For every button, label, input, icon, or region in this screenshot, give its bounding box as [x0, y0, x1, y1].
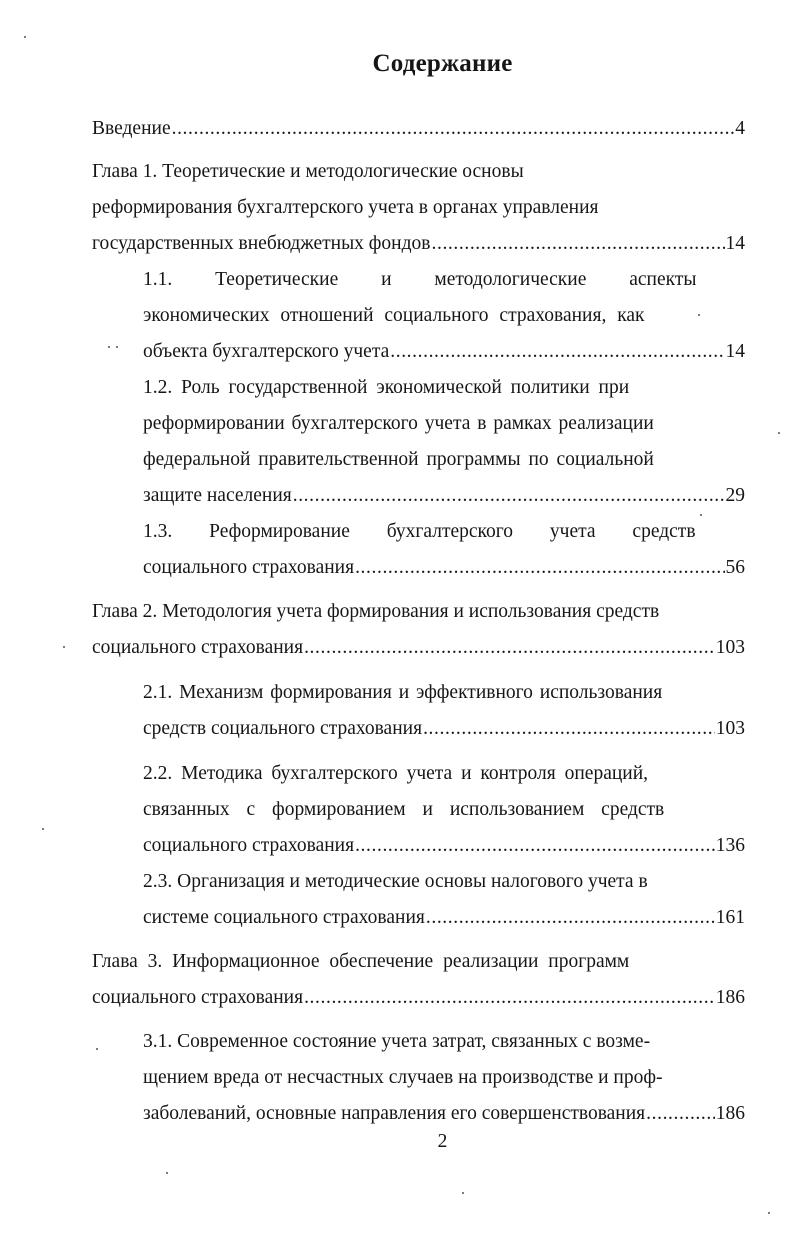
dot-leader — [293, 484, 725, 508]
toc-line — [143, 681, 670, 705]
toc-line-text: щением вреда от несчастных случаев на производстве и проф- — [143, 1067, 663, 1088]
scan-speck — [166, 1172, 168, 1174]
toc-entry-chapter-2 — [92, 636, 745, 660]
toc-line — [92, 160, 670, 184]
dot-leader — [390, 340, 724, 364]
toc-line-text: федеральной правительственной программы по социальной — [143, 449, 654, 470]
scan-speck — [96, 1048, 98, 1050]
dot-leader — [304, 636, 715, 660]
toc-line: заболеваний, основные направления его совершенствования — [143, 1103, 646, 1124]
scan-speck — [42, 828, 44, 830]
toc-line-text: связанных с формированием и использованием средств — [143, 799, 665, 820]
toc-line — [143, 1030, 670, 1054]
toc-page-number: 4 — [735, 118, 745, 139]
toc-line — [143, 870, 670, 894]
toc-line-text: реформировании бухгалтерского учета в рамках реализации — [143, 413, 654, 434]
toc-entry-chapter-3 — [92, 986, 745, 1010]
scan-speck — [778, 432, 780, 434]
dot-leader — [304, 986, 715, 1010]
toc-line: Введение — [92, 118, 171, 139]
toc-line — [143, 762, 670, 786]
toc-line: объекта бухгалтерского учета — [143, 341, 390, 362]
toc-line: социального страхования — [92, 987, 304, 1008]
toc-line-text: экономических отношений социального страхования, как — [143, 305, 645, 326]
toc-entry-1-2 — [143, 484, 745, 508]
toc-line: социального страхования — [143, 835, 355, 856]
scan-speck — [63, 646, 65, 648]
dot-leader — [426, 906, 715, 930]
toc-line: защите населения — [143, 485, 292, 506]
toc-entry-2-1 — [143, 717, 745, 741]
scan-speck — [116, 346, 118, 348]
dot-leader — [423, 717, 715, 741]
toc-line — [143, 268, 697, 292]
toc-line-text: реформирования бухгалтерского учета в органах управления — [92, 197, 599, 218]
toc-line: государственных внебюджетных фондов — [92, 233, 431, 254]
scan-speck — [768, 1212, 770, 1214]
toc-page-number: 14 — [725, 341, 745, 362]
toc-line — [143, 448, 670, 472]
toc-page-number: 56 — [725, 557, 745, 578]
toc-line — [143, 376, 670, 400]
toc-page-number: 103 — [715, 718, 745, 739]
toc-entry-3-1 — [143, 1102, 745, 1126]
toc-line — [92, 196, 670, 220]
toc-page-number: 186 — [715, 1103, 745, 1124]
toc-line: системе социального страхования — [143, 907, 425, 928]
toc-entry-chapter-1 — [92, 232, 745, 256]
toc-entry-introduction — [92, 117, 745, 141]
scan-speck — [462, 1192, 464, 1194]
scan-speck — [700, 514, 702, 516]
toc-line-text: 2.3. Организация и методические основы налогового учета в — [143, 871, 648, 892]
toc-line: социального страхования — [143, 557, 355, 578]
toc-line-text: Глава 2. Методология учета формирования и использования средств — [92, 601, 660, 622]
toc-line — [92, 600, 670, 624]
toc-line — [143, 412, 670, 436]
page-title: Содержание — [372, 50, 513, 77]
dot-leader — [172, 117, 735, 141]
toc-line — [143, 520, 696, 544]
scan-speck — [108, 346, 110, 348]
page-number: 2 — [437, 1131, 448, 1152]
toc-line: социального страхования — [92, 637, 304, 658]
toc-entry-2-2 — [143, 834, 745, 858]
toc-entry-2-3 — [143, 906, 745, 930]
toc-line-text: 2.1. Механизм формирования и эффективного использования — [143, 682, 663, 703]
toc-line-text: Глава 3. Информационное обеспечение реализации программ — [92, 951, 630, 972]
toc-line-text: 1.2. Роль государственной экономической политики при — [143, 377, 630, 398]
toc-line — [143, 798, 670, 822]
toc-page-number: 186 — [715, 987, 745, 1008]
toc-entry-1-3 — [143, 556, 745, 580]
toc-page-number: 14 — [725, 233, 745, 254]
toc-line — [143, 1066, 670, 1090]
toc-line — [92, 950, 670, 974]
toc-line-text: 1.1. Теоретические и методологические аспекты — [143, 269, 697, 290]
scan-speck — [24, 36, 26, 38]
dot-leader — [355, 556, 724, 580]
toc-entry-1-1 — [143, 340, 745, 364]
toc-line-text: 3.1. Современное состояние учета затрат, связанных с возме- — [143, 1031, 651, 1052]
toc-page-number: 103 — [715, 637, 745, 658]
toc-line — [143, 304, 670, 328]
dot-leader — [646, 1102, 715, 1126]
toc-line-text: 2.2. Методика бухгалтерского учета и контроля операций, — [143, 763, 649, 784]
toc-line: средств социального страхования — [143, 718, 423, 739]
dot-leader — [355, 834, 715, 858]
toc-line-text: Глава 1. Теоретические и методологические основы — [92, 161, 524, 182]
toc-page-number: 136 — [715, 835, 745, 856]
toc-line-text: 1.3. Реформирование бухгалтерского учета средств — [143, 521, 696, 542]
toc-page-number: 161 — [715, 907, 745, 928]
scan-speck — [698, 314, 700, 316]
toc-page-number: 29 — [725, 485, 745, 506]
dot-leader — [432, 232, 725, 256]
